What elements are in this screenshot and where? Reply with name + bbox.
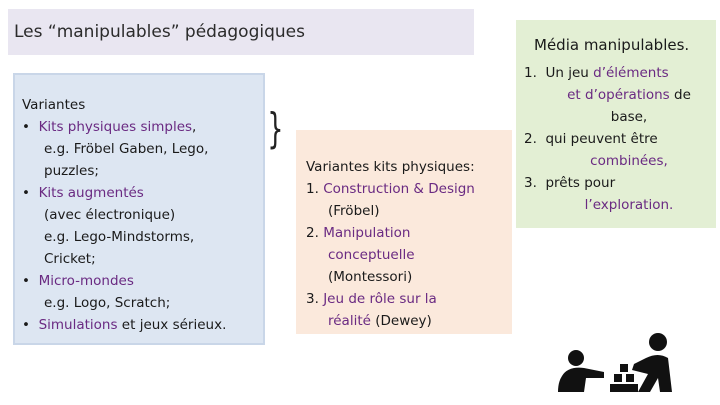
item-line: Cricket;	[44, 251, 96, 267]
right-brace-icon: }	[267, 104, 284, 153]
item-suffix: ,	[192, 119, 197, 135]
list-item	[22, 116, 226, 138]
item-line: (Montessori)	[328, 269, 413, 285]
item-number: 2.	[524, 131, 537, 147]
item-number: 3.	[524, 175, 537, 191]
item-number: 2.	[306, 225, 319, 241]
list-item	[306, 222, 475, 244]
item-number: 1.	[524, 65, 537, 81]
item-line: e.g. Fröbel Gaben, Lego,	[44, 141, 209, 157]
slide-title: Les “manipulables” pédagogiques	[14, 22, 305, 42]
bullet: •	[22, 317, 30, 333]
item-label: Jeu de rôle sur la	[323, 291, 437, 307]
item-line: (avec électronique)	[44, 207, 176, 223]
item-number: 1.	[306, 181, 319, 197]
item-line	[524, 84, 704, 106]
item-line: combinées,	[590, 153, 668, 169]
item-label: Kits physiques simples	[38, 119, 193, 135]
item-label: Simulations	[38, 317, 118, 333]
item-line: (Fröbel)	[328, 203, 380, 219]
item-line: puzzles;	[44, 163, 99, 179]
item-label: réalité	[328, 313, 371, 329]
variants-content	[22, 94, 226, 336]
item-line	[306, 310, 475, 332]
item-line: e.g. Lego-Mindstorms,	[44, 229, 195, 245]
bullet: •	[22, 185, 30, 201]
item-label: Kits augmentés	[38, 185, 144, 201]
manipulable-media-title: Média manipulables.	[534, 36, 690, 54]
list-item	[22, 182, 226, 204]
item-label: Micro-mondes	[38, 273, 134, 289]
bullet: •	[22, 273, 30, 289]
physical-kits-content	[306, 156, 475, 332]
item-text: qui peuvent être	[545, 131, 658, 147]
variants-heading: Variantes	[22, 97, 86, 113]
physical-kits-heading: Variantes kits physiques:	[306, 159, 475, 175]
item-rest: et jeux sérieux.	[117, 317, 227, 333]
item-line: base,	[610, 109, 648, 125]
item-number: 3.	[306, 291, 319, 307]
list-item	[524, 172, 704, 194]
list-item	[524, 62, 704, 84]
manipulable-media-list	[524, 62, 704, 216]
item-label: d’éléments	[593, 65, 669, 81]
list-item	[22, 270, 226, 292]
item-line: e.g. Logo, Scratch;	[44, 295, 171, 311]
list-item	[524, 128, 704, 150]
item-text: prêts pour	[545, 175, 616, 191]
children-playing-blocks-icon	[554, 328, 682, 400]
list-item	[306, 178, 475, 200]
item-text: Un jeu	[545, 65, 589, 81]
item-label: et d’opérations	[567, 87, 670, 103]
item-label: Construction & Design	[323, 181, 475, 197]
bullet: •	[22, 119, 30, 135]
item-text: de	[669, 87, 691, 103]
item-label: Manipulation	[323, 225, 411, 241]
list-item	[22, 314, 226, 336]
item-line: conceptuelle	[328, 247, 415, 263]
list-item	[306, 288, 475, 310]
item-line: l’exploration.	[584, 197, 674, 213]
item-tail: (Dewey)	[370, 313, 432, 329]
